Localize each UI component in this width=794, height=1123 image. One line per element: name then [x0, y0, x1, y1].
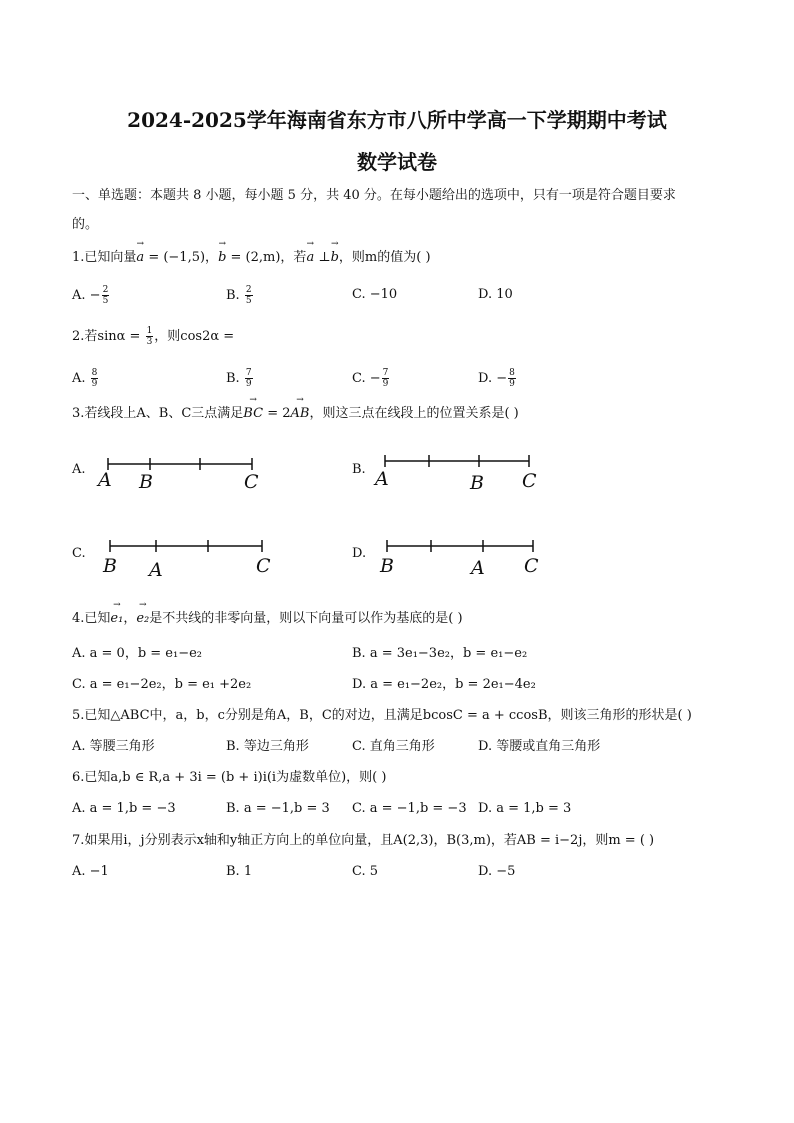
section-heading-line2: 的。 [72, 217, 99, 232]
q2-option-b[interactable]: B. $\frac{7}{9}$ [226, 368, 252, 389]
q4-option-a[interactable]: A. a = 0，b = e₁−e₂ [72, 646, 203, 661]
q6-option-a[interactable]: A. a = 1,b = −3 [72, 801, 176, 816]
q3-a-point-2: B [139, 471, 153, 493]
q6-option-b[interactable]: B. a = −1,b = 3 [226, 801, 330, 816]
q6-option-d[interactable]: D. a = 1,b = 3 [478, 801, 572, 816]
q3-a-point-1: A [98, 469, 112, 491]
q3-option-d-label[interactable]: D. [352, 546, 367, 561]
question-7-stem: 7.如果用i，j分别表示x轴和y轴正方向上的单位向量，且A(2,3)，B(3,m)，若AB = i−2j，则m = ( ) [72, 833, 655, 848]
q3-b-point-3: C [522, 470, 537, 492]
q3-b-point-1: A [375, 468, 389, 490]
q1-option-d[interactable]: D. 10 [478, 287, 513, 302]
q7-option-c[interactable]: C. 5 [352, 864, 379, 879]
q3-b-point-2: B [470, 472, 484, 494]
question-1-stem: 1.已知向量→ a = (−1,5)，→ b = (2,m)，若→ a ⊥→ b，则m的值为( ) [72, 249, 431, 267]
exam-subtitle: 数学试卷 [357, 150, 437, 174]
q5-option-b[interactable]: B. 等边三角形 [226, 739, 309, 754]
question-2-stem: 2.若sinα = $\frac{1}{3}$ ，则cos2α = [72, 326, 235, 347]
q7-option-a[interactable]: A. −1 [72, 864, 109, 879]
q3-c-point-2: A [149, 559, 163, 581]
q4-option-c[interactable]: C. a = e₁−2e₂，b = e₁ +2e₂ [72, 677, 252, 692]
q2-option-c[interactable]: C. − $\frac{7}{9}$ [352, 368, 389, 389]
q2-option-d[interactable]: D. − $\frac{8}{9}$ [478, 368, 515, 389]
q5-option-d[interactable]: D. 等腰或直角三角形 [478, 739, 601, 754]
question-4-stem: 4.已知→ e₁，→ e₂是不共线的非零向量，则以下向量可以作为基底的是( ) [72, 610, 463, 628]
q1-option-a[interactable]: A. − $\frac{2}{5}$ [72, 285, 109, 306]
q3-option-c-diagram[interactable] [102, 537, 272, 577]
q7-option-b[interactable]: B. 1 [226, 864, 253, 879]
q3-c-point-1: B [103, 555, 117, 577]
q3-d-point-1: B [380, 555, 394, 577]
q1-option-c[interactable]: C. −10 [352, 287, 398, 302]
q6-option-c[interactable]: C. a = −1,b = −3 [352, 801, 467, 816]
q3-d-point-3: C [524, 555, 539, 577]
section-heading-line1: 一、单选题：本题共 8 小题，每小题 5 分，共 40 分。在每小题给出的选项中，只有一项是符合题目要求 [72, 188, 676, 203]
q4-option-b[interactable]: B. a = 3e₁−3e₂，b = e₁−e₂ [352, 646, 528, 661]
q5-option-a[interactable]: A. 等腰三角形 [72, 739, 155, 754]
q4-option-d[interactable]: D. a = e₁−2e₂，b = 2e₁−4e₂ [352, 677, 536, 692]
q1-option-b[interactable]: B. $\frac{2}{5}$ [226, 285, 252, 306]
q3-option-b-label[interactable]: B. [352, 462, 366, 477]
q3-a-point-3: C [244, 471, 259, 493]
q7-option-d[interactable]: D. −5 [478, 864, 516, 879]
q3-d-point-2: A [471, 557, 485, 579]
vector-b: → b [218, 249, 226, 267]
q5-option-c[interactable]: C. 直角三角形 [352, 739, 435, 754]
question-5-stem: 5.已知△ABC中，a，b，c分别是角A，B，C的对边，且满足bcosC = a + ccosB，则该三角形的形状是( ) [72, 708, 692, 723]
q3-option-a-label[interactable]: A. [72, 462, 86, 477]
question-3-stem: 3.若线段上A、B、C三点满足→ BC = 2→ AB，则这三点在线段上的位置关系是( ) [72, 405, 519, 423]
exam-title: 2024-2025学年海南省东方市八所中学高一下学期期中考试 [127, 108, 667, 132]
q3-c-point-3: C [256, 555, 271, 577]
question-6-stem: 6.已知a,b ∈ R,a + 3i = (b + i)i(i为虚数单位)，则( ) [72, 770, 387, 785]
vector-a: → a [136, 249, 144, 267]
q2-option-a[interactable]: A. $\frac{8}{9}$ [72, 368, 98, 389]
q3-option-c-label[interactable]: C. [72, 546, 86, 561]
